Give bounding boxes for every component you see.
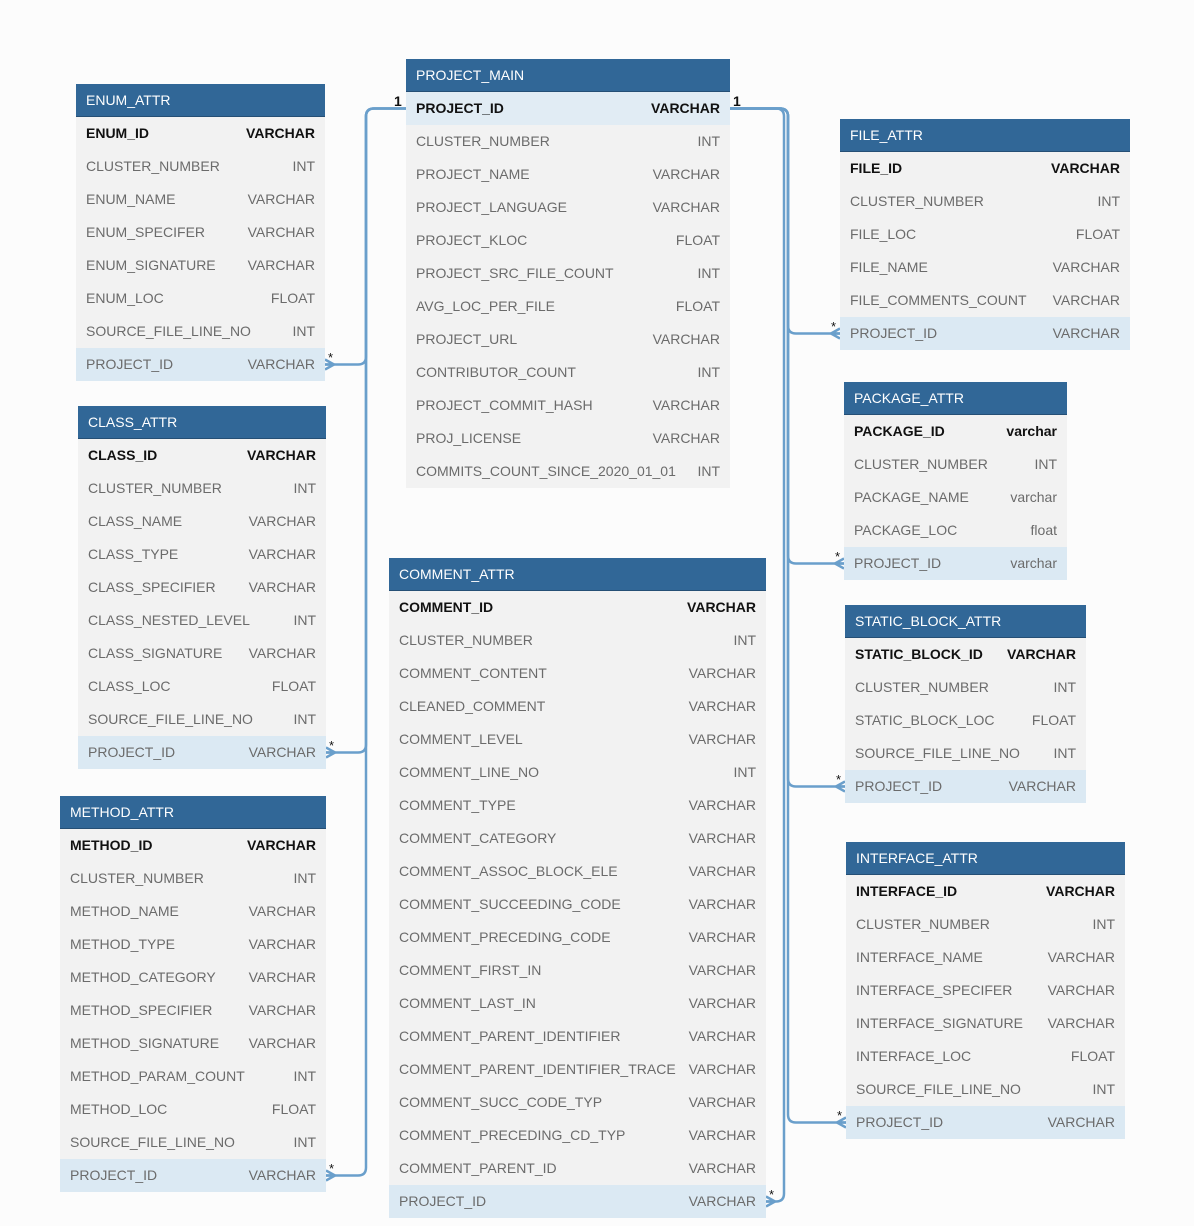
field-name: CLEANED_COMMENT (399, 698, 546, 714)
field-name: CLASS_NAME (88, 513, 183, 529)
field-name: PROJECT_ID (850, 325, 938, 341)
field-type: varchar (1010, 555, 1057, 571)
field-type: FLOAT (675, 298, 720, 314)
field-name: PROJECT_URL (416, 331, 518, 347)
entity-class-attr[interactable] (78, 406, 326, 769)
field-name: CONTRIBUTOR_COUNT (416, 364, 576, 380)
field-row (389, 888, 766, 921)
field-name: COMMENT_PARENT_ID (399, 1160, 557, 1176)
entity-file-attr[interactable] (840, 119, 1130, 350)
field-row (846, 974, 1125, 1007)
field-row (844, 448, 1067, 481)
field-row (389, 1086, 766, 1119)
field-type: VARCHAR (1047, 982, 1115, 998)
field-type: VARCHAR (688, 1094, 756, 1110)
field-row (846, 875, 1125, 908)
field-row (60, 994, 326, 1027)
field-row (60, 1093, 326, 1126)
field-type: INT (1053, 679, 1076, 695)
field-row (60, 1027, 326, 1060)
field-row (840, 251, 1130, 284)
field-name: FILE_ID (850, 160, 903, 176)
field-name: METHOD_NAME (70, 903, 179, 919)
entity-static-block-attr[interactable] (845, 605, 1086, 803)
field-row (60, 862, 326, 895)
field-name: CLASS_NESTED_LEVEL (88, 612, 250, 628)
field-name: COMMENT_LINE_NO (399, 764, 540, 780)
field-name: METHOD_SPECIFIER (70, 1002, 213, 1018)
field-name: METHOD_SIGNATURE (70, 1035, 220, 1051)
field-type: VARCHAR (248, 936, 316, 952)
field-row (406, 224, 730, 257)
field-name: COMMENT_CATEGORY (399, 830, 557, 846)
field-row (844, 415, 1067, 448)
field-name: INTERFACE_SPECIFER (856, 982, 1013, 998)
field-row (389, 624, 766, 657)
field-name: CLASS_TYPE (88, 546, 179, 562)
field-name: CLASS_SIGNATURE (88, 645, 223, 661)
field-name: PROJECT_ID (70, 1167, 158, 1183)
entity-package-attr[interactable] (844, 382, 1067, 580)
field-name: STATIC_BLOCK_LOC (855, 712, 995, 728)
field-row (406, 191, 730, 224)
field-row (389, 1119, 766, 1152)
field-name: PROJECT_COMMIT_HASH (416, 397, 593, 413)
field-name: METHOD_LOC (70, 1101, 168, 1117)
field-name: PROJECT_ID (854, 555, 942, 571)
field-row (846, 1007, 1125, 1040)
field-type: VARCHAR (248, 903, 316, 919)
field-row (78, 538, 326, 571)
field-type: VARCHAR (688, 830, 756, 846)
entity-header: STATIC_BLOCK_ATTR (845, 605, 1086, 638)
field-name: CLUSTER_NUMBER (856, 916, 990, 932)
field-name: CLUSTER_NUMBER (854, 456, 988, 472)
field-type: INT (293, 480, 316, 496)
field-name: CLUSTER_NUMBER (855, 679, 989, 695)
field-name: PROJECT_ID (86, 356, 174, 372)
field-row (76, 183, 325, 216)
field-type: FLOAT (1075, 226, 1120, 242)
field-row (76, 249, 325, 282)
field-row (406, 158, 730, 191)
field-name: CLASS_LOC (88, 678, 171, 694)
field-name: ENUM_SIGNATURE (86, 257, 216, 273)
entity-header: ENUM_ATTR (76, 84, 325, 117)
field-type: INT (1034, 456, 1057, 472)
field-name: CLUSTER_NUMBER (70, 870, 204, 886)
field-name: COMMENT_ASSOC_BLOCK_ELE (399, 863, 618, 879)
entity-header: CLASS_ATTR (78, 406, 326, 439)
field-name: FILE_NAME (850, 259, 928, 275)
field-type: INT (293, 1068, 316, 1084)
field-row (389, 591, 766, 624)
field-type: INT (293, 711, 316, 727)
field-row (389, 756, 766, 789)
field-type: INT (1053, 745, 1076, 761)
field-name: CLASS_ID (88, 447, 158, 463)
field-name: FILE_LOC (850, 226, 917, 242)
entity-header: COMMENT_ATTR (389, 558, 766, 591)
field-row (406, 290, 730, 323)
entity-header: METHOD_ATTR (60, 796, 326, 829)
field-name: ENUM_LOC (86, 290, 164, 306)
field-row (406, 92, 730, 125)
field-row (78, 439, 326, 472)
field-type: VARCHAR (248, 579, 316, 595)
field-name: INTERFACE_ID (856, 883, 958, 899)
field-type: INT (697, 463, 720, 479)
entity-header: INTERFACE_ATTR (846, 842, 1125, 875)
field-name: COMMENT_ID (399, 599, 494, 615)
field-row (846, 1040, 1125, 1073)
field-row (389, 1053, 766, 1086)
field-row (389, 1185, 766, 1218)
field-row (60, 961, 326, 994)
field-name: COMMENT_PARENT_IDENTIFIER_TRACE (399, 1061, 676, 1077)
field-row (846, 1073, 1125, 1106)
cardinality-many-label: * (328, 349, 334, 365)
field-row (406, 356, 730, 389)
field-row (840, 317, 1130, 350)
field-type: VARCHAR (652, 430, 720, 446)
field-row (845, 704, 1086, 737)
field-type: FLOAT (675, 232, 720, 248)
field-row (78, 670, 326, 703)
field-row (60, 1126, 326, 1159)
connector-line (325, 109, 406, 365)
field-type: VARCHAR (248, 513, 316, 529)
field-type: FLOAT (1031, 712, 1076, 728)
field-name: AVG_LOC_PER_FILE (416, 298, 556, 314)
field-name: COMMENT_LEVEL (399, 731, 523, 747)
field-name: PROJECT_ID (855, 778, 943, 794)
field-row (840, 185, 1130, 218)
field-name: COMMENT_PARENT_IDENTIFIER (399, 1028, 621, 1044)
field-type: VARCHAR (688, 962, 756, 978)
entity-interface-attr[interactable] (846, 842, 1125, 1139)
field-type: INT (733, 632, 756, 648)
field-type: INT (697, 265, 720, 281)
field-type: VARCHAR (1047, 949, 1115, 965)
connector-line (730, 109, 844, 564)
field-name: METHOD_CATEGORY (70, 969, 216, 985)
field-name: PROJECT_ID (88, 744, 176, 760)
field-type: VARCHAR (248, 969, 316, 985)
field-type: float (1030, 522, 1057, 538)
field-type: VARCHAR (688, 995, 756, 1011)
field-type: VARCHAR (688, 665, 756, 681)
field-row (845, 770, 1086, 803)
field-type: INT (292, 158, 315, 174)
field-row (406, 323, 730, 356)
field-type: VARCHAR (1007, 646, 1076, 662)
field-type: VARCHAR (688, 731, 756, 747)
field-row (406, 125, 730, 158)
field-row (406, 257, 730, 290)
field-name: CLUSTER_NUMBER (399, 632, 533, 648)
field-row (845, 638, 1086, 671)
field-row (78, 703, 326, 736)
field-type: INT (293, 612, 316, 628)
field-type: INT (697, 133, 720, 149)
field-row (60, 1060, 326, 1093)
field-type: VARCHAR (248, 1035, 316, 1051)
field-name: CLUSTER_NUMBER (850, 193, 984, 209)
field-name: COMMENT_PRECEDING_CODE (399, 929, 611, 945)
field-name: CLUSTER_NUMBER (86, 158, 220, 174)
field-row (76, 282, 325, 315)
field-type: INT (293, 870, 316, 886)
field-row (406, 455, 730, 488)
field-type: VARCHAR (652, 331, 720, 347)
field-row (60, 1159, 326, 1192)
field-row (76, 348, 325, 381)
field-row (78, 505, 326, 538)
field-name: SOURCE_FILE_LINE_NO (86, 323, 251, 339)
field-name: COMMENT_CONTENT (399, 665, 547, 681)
field-type: VARCHAR (688, 797, 756, 813)
field-type: VARCHAR (247, 224, 315, 240)
field-row (389, 921, 766, 954)
field-name: COMMENT_FIRST_IN (399, 962, 542, 978)
field-name: PROJECT_ID (416, 100, 504, 116)
field-name: PACKAGE_ID (854, 423, 945, 439)
field-type: VARCHAR (651, 100, 720, 116)
field-row (840, 284, 1130, 317)
field-name: PROJECT_KLOC (416, 232, 528, 248)
field-name: CLASS_SPECIFIER (88, 579, 216, 595)
field-type: VARCHAR (652, 397, 720, 413)
field-type: VARCHAR (248, 1167, 316, 1183)
field-type: VARCHAR (688, 863, 756, 879)
field-row (406, 422, 730, 455)
field-row (76, 216, 325, 249)
field-name: CLUSTER_NUMBER (416, 133, 550, 149)
field-type: VARCHAR (688, 1061, 756, 1077)
field-type: VARCHAR (687, 599, 756, 615)
field-type: VARCHAR (652, 166, 720, 182)
field-type: VARCHAR (1008, 778, 1076, 794)
field-row (844, 514, 1067, 547)
field-row (844, 481, 1067, 514)
field-type: VARCHAR (688, 698, 756, 714)
field-name: COMMENT_LAST_IN (399, 995, 536, 1011)
field-type: INT (292, 323, 315, 339)
field-row (389, 855, 766, 888)
field-row (60, 895, 326, 928)
field-row (845, 737, 1086, 770)
field-row (389, 822, 766, 855)
field-name: PROJECT_LANGUAGE (416, 199, 567, 215)
field-name: SOURCE_FILE_LINE_NO (88, 711, 253, 727)
field-type: VARCHAR (248, 645, 316, 661)
field-name: PACKAGE_LOC (854, 522, 958, 538)
entity-enum-attr[interactable] (76, 84, 325, 381)
cardinality-many-label: * (835, 548, 841, 564)
field-row (76, 150, 325, 183)
field-row (840, 152, 1130, 185)
field-name: METHOD_ID (70, 837, 153, 853)
field-type: VARCHAR (688, 896, 756, 912)
field-type: VARCHAR (652, 199, 720, 215)
field-row (389, 657, 766, 690)
entity-header: FILE_ATTR (840, 119, 1130, 152)
field-name: CLUSTER_NUMBER (88, 480, 222, 496)
field-row (78, 604, 326, 637)
field-type: VARCHAR (688, 1160, 756, 1176)
entity-header: PACKAGE_ATTR (844, 382, 1067, 415)
cardinality-many-label: * (837, 1107, 843, 1123)
field-name: COMMENT_PRECEDING_CD_TYP (399, 1127, 626, 1143)
cardinality-many-label: * (836, 771, 842, 787)
field-row (845, 671, 1086, 704)
field-row (389, 954, 766, 987)
field-type: VARCHAR (1052, 325, 1120, 341)
field-type: VARCHAR (1052, 259, 1120, 275)
field-name: COMMENT_SUCC_CODE_TYP (399, 1094, 603, 1110)
field-type: INT (293, 1134, 316, 1150)
field-row (846, 941, 1125, 974)
field-row (60, 928, 326, 961)
field-type: INT (1097, 193, 1120, 209)
field-row (389, 987, 766, 1020)
entity-project-main[interactable] (406, 59, 730, 488)
field-type: varchar (1006, 423, 1057, 439)
field-name: SOURCE_FILE_LINE_NO (70, 1134, 235, 1150)
field-row (78, 571, 326, 604)
field-type: VARCHAR (688, 929, 756, 945)
field-name: COMMITS_COUNT_SINCE_2020_01_01 (416, 463, 676, 479)
field-name: PACKAGE_NAME (854, 489, 969, 505)
cardinality-one-label: 1 (394, 92, 402, 109)
field-name: METHOD_PARAM_COUNT (70, 1068, 245, 1084)
field-name: INTERFACE_LOC (856, 1048, 972, 1064)
field-type: VARCHAR (247, 191, 315, 207)
field-row (389, 690, 766, 723)
cardinality-many-label: * (329, 1160, 335, 1176)
field-type: VARCHAR (247, 257, 315, 273)
field-name: COMMENT_SUCCEEDING_CODE (399, 896, 621, 912)
field-name: ENUM_NAME (86, 191, 176, 207)
field-row (840, 218, 1130, 251)
field-row (844, 547, 1067, 580)
field-type: VARCHAR (247, 356, 315, 372)
field-type: INT (1092, 916, 1115, 932)
field-type: FLOAT (270, 290, 315, 306)
cardinality-many-label: * (769, 1186, 775, 1202)
entity-header: PROJECT_MAIN (406, 59, 730, 92)
field-name: INTERFACE_SIGNATURE (856, 1015, 1023, 1031)
field-type: VARCHAR (688, 1028, 756, 1044)
entity-method-attr[interactable] (60, 796, 326, 1192)
field-row (389, 723, 766, 756)
field-type: varchar (1010, 489, 1057, 505)
field-type: VARCHAR (248, 744, 316, 760)
field-row (846, 1106, 1125, 1139)
field-row (78, 637, 326, 670)
field-row (389, 1152, 766, 1185)
field-type: FLOAT (1070, 1048, 1115, 1064)
field-name: INTERFACE_NAME (856, 949, 983, 965)
field-type: VARCHAR (1046, 883, 1115, 899)
field-row (78, 472, 326, 505)
field-type: VARCHAR (246, 125, 315, 141)
cardinality-many-label: * (831, 318, 837, 334)
field-type: VARCHAR (247, 447, 316, 463)
field-type: VARCHAR (1047, 1015, 1115, 1031)
field-type: FLOAT (271, 1101, 316, 1117)
field-name: PROJECT_ID (399, 1193, 487, 1209)
field-row (78, 736, 326, 769)
field-name: PROJECT_NAME (416, 166, 530, 182)
field-name: STATIC_BLOCK_ID (855, 646, 983, 662)
field-type: FLOAT (271, 678, 316, 694)
field-name: FILE_COMMENTS_COUNT (850, 292, 1027, 308)
field-name: PROJECT_SRC_FILE_COUNT (416, 265, 614, 281)
field-name: METHOD_TYPE (70, 936, 176, 952)
field-name: SOURCE_FILE_LINE_NO (855, 745, 1020, 761)
field-name: ENUM_SPECIFER (86, 224, 206, 240)
field-name: PROJ_LICENSE (416, 430, 522, 446)
connector-line (730, 109, 840, 334)
field-row (60, 829, 326, 862)
cardinality-one-label: 1 (733, 92, 741, 109)
field-row (406, 389, 730, 422)
cardinality-many-label: * (329, 737, 335, 753)
field-row (76, 117, 325, 150)
field-type: VARCHAR (1051, 160, 1120, 176)
field-type: INT (733, 764, 756, 780)
field-name: SOURCE_FILE_LINE_NO (856, 1081, 1021, 1097)
field-row (846, 908, 1125, 941)
field-type: VARCHAR (247, 837, 316, 853)
field-type: INT (1092, 1081, 1115, 1097)
field-row (389, 1020, 766, 1053)
field-type: VARCHAR (248, 1002, 316, 1018)
field-name: PROJECT_ID (856, 1114, 944, 1130)
field-type: VARCHAR (248, 546, 316, 562)
entity-comment-attr[interactable] (389, 558, 766, 1218)
field-type: INT (697, 364, 720, 380)
field-type: VARCHAR (688, 1127, 756, 1143)
field-row (389, 789, 766, 822)
field-row (76, 315, 325, 348)
field-type: VARCHAR (688, 1193, 756, 1209)
field-type: VARCHAR (1047, 1114, 1115, 1130)
field-name: COMMENT_TYPE (399, 797, 516, 813)
field-type: VARCHAR (1052, 292, 1120, 308)
field-name: ENUM_ID (86, 125, 150, 141)
